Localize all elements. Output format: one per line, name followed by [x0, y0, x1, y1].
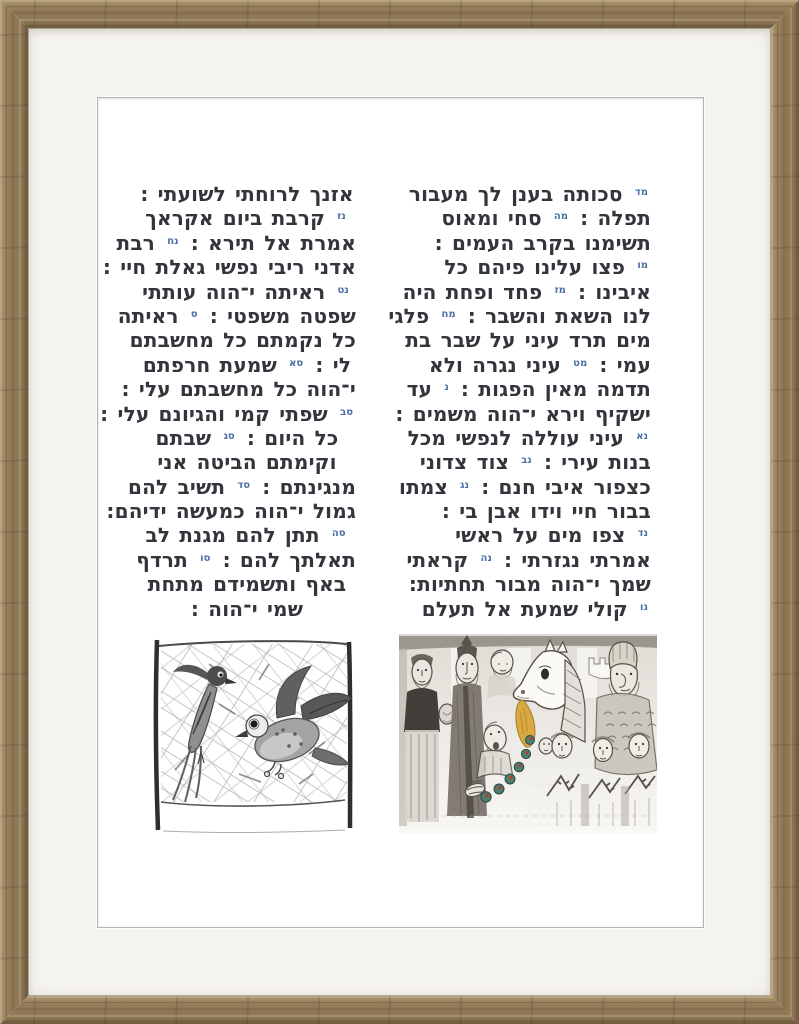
verse-number: נז: [337, 211, 346, 223]
text-line: אמרת אל תירא : $^{נח}$ רבת: [116, 230, 356, 255]
frame-edge-left: [0, 0, 28, 1024]
text-line: לנו השאת והשבר : $^{מח}$ פלגי: [388, 303, 651, 328]
text-line: עמי : $^{מט}$ עיני נגרה ולא: [429, 352, 651, 377]
text-line: איבינו : $^{מז}$ פחד ופחת היה: [402, 279, 651, 304]
text-line: $^{מו}$ פצו עלינו פיהם כל: [444, 255, 648, 280]
text-line: וקימתם הביטה אני: [157, 450, 337, 475]
mat-board: [28, 28, 771, 996]
verse-number: נו: [640, 601, 648, 613]
text-line: $^{מד}$ סכותה בענן לך מעבור: [408, 182, 648, 206]
text-line: תפלה : $^{מה}$ סחי ומאוס: [441, 206, 651, 231]
verse-number: ס: [190, 308, 198, 320]
text-line: מים תרד עיני על שבר בת: [405, 328, 651, 353]
verse-number: נה: [480, 552, 492, 564]
text-line: $^{סב}$ שפתי קמי והגיונם עלי :: [100, 401, 353, 426]
frame-edge-bottom: [0, 996, 799, 1024]
verse-number: נא: [636, 430, 648, 442]
verse-number: נב: [521, 455, 532, 467]
verse-number: סו: [200, 552, 211, 564]
text-line: $^{נז}$ קרבת ביום אקראך: [145, 206, 346, 231]
text-column-right: [381, 182, 651, 621]
text-line: $^{נט}$ ראיתה י־הוה עותתי: [142, 279, 349, 304]
text-line: אזנך לרוחתי לשועתי :: [140, 182, 354, 206]
text-line: בבור חיי וידו אבן בי :: [441, 499, 651, 524]
verse-number: סג: [223, 430, 235, 442]
text-line: שמי י־הוה :: [190, 596, 304, 621]
verse-number: סב: [340, 406, 353, 418]
verse-number: מו: [637, 260, 648, 272]
text-line: $^{נד}$ צפו מים על ראשי: [455, 523, 648, 548]
text-line: כצפור איבי חנם : $^{נג}$ צמתו: [399, 474, 651, 499]
verse-number: סה: [331, 528, 346, 540]
verse-number: סא: [289, 357, 304, 369]
frame-edge-right: [771, 0, 799, 1024]
illustration-birds: [149, 634, 357, 834]
text-line: י־הוה כל מחשבתם עלי :: [121, 377, 356, 402]
text-line: $^{נו}$ קולי שמעת אל תעלם: [421, 596, 648, 621]
verse-number: סד: [237, 479, 251, 491]
verse-number: נח: [167, 235, 179, 247]
text-line: שמך י־הוה מבור תחתיות:: [408, 572, 651, 597]
verse-number: נ: [444, 382, 449, 394]
text-line: בנות עירי : $^{נב}$ צוד צדוני: [419, 450, 651, 475]
text-line: אדני ריבי נפשי גאלת חיי :: [102, 255, 356, 280]
illustration-crowd: [399, 634, 657, 834]
text-line: כל היום : $^{סג}$ שבתם: [155, 425, 339, 450]
text-column-left: [100, 182, 356, 621]
text-line: תאלתך להם : $^{סו}$ תרדף: [136, 547, 356, 572]
verse-number: נג: [460, 479, 470, 491]
text-line: תדמה מאין הפגות : $^נ$ עד: [406, 377, 651, 402]
text-line: מנגינתם : $^{סד}$ תשיב להם: [127, 474, 356, 499]
text-line: $^{נא}$ עיני עוללה לנפשי מכל: [407, 425, 648, 450]
verse-number: מט: [573, 357, 588, 369]
artwork-paper: [97, 97, 704, 928]
verse-number: מז: [554, 284, 566, 296]
text-line: שפטה משפטי : $^ס$ ראיתה: [117, 303, 356, 328]
verse-number: נט: [337, 284, 349, 296]
text-line: באף ותשמידם מתחת: [147, 572, 347, 597]
text-line: $^{סה}$ תתן להם מגנת לב: [145, 523, 346, 548]
figure-child: [539, 738, 553, 754]
verse-number: נד: [637, 528, 648, 540]
text-line: לי : $^{סא}$ שמעת חרפתם: [142, 352, 352, 377]
text-line: כל נקמתם כל מחשבתם: [129, 328, 356, 353]
verse-number: מד: [634, 187, 648, 198]
verse-number: מה: [553, 211, 569, 223]
text-line: תשימנו בקרב העמים :: [434, 230, 651, 255]
verse-number: מח: [441, 308, 456, 320]
text-line: ישקיף וירא י־הוה משמים :: [395, 401, 651, 426]
text-line: אמרתי נגזרתי : $^{נה}$ קראתי: [406, 547, 651, 572]
frame-edge-top: [0, 0, 799, 28]
text-line: גמול י־הוה כמעשה ידיהם:: [106, 499, 356, 524]
